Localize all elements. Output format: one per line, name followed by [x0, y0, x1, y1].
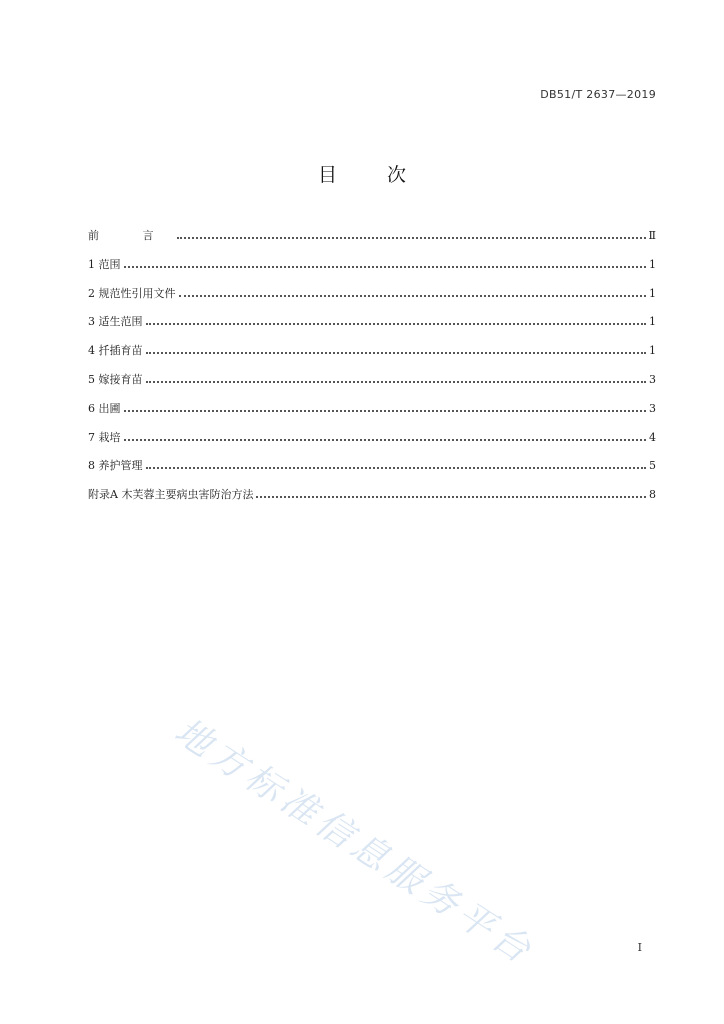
toc-item-suitable-range[interactable] — [88, 309, 656, 338]
toc-item-foreword[interactable] — [88, 223, 656, 252]
toc-leader-dots — [256, 482, 646, 498]
toc-item-grafting-propagation[interactable] — [88, 367, 656, 396]
table-of-contents — [88, 223, 656, 511]
toc-item-label: 附录A 木芙蓉主要病虫害防治方法 — [88, 488, 254, 502]
toc-item-page: 3 — [649, 401, 656, 415]
watermark: 地方标准信息服务平台 — [167, 710, 542, 974]
toc-item-page: 3 — [649, 372, 656, 386]
toc-item-label: 6 出圃 — [88, 401, 121, 415]
toc-leader-dots — [124, 425, 647, 441]
toc-item-cutting-propagation[interactable] — [88, 338, 656, 367]
toc-item-appendix-a[interactable] — [88, 482, 656, 511]
toc-leader-dots — [177, 223, 646, 239]
page-title: 目 次 — [317, 164, 429, 186]
toc-item-label: 5 嫁接育苗 — [88, 372, 143, 386]
toc-item-cultivation[interactable] — [88, 425, 656, 454]
toc-item-scope[interactable] — [88, 252, 656, 281]
toc-item-maintenance[interactable] — [88, 453, 656, 482]
toc-item-page: Ⅱ — [648, 229, 656, 242]
toc-item-page: 1 — [649, 344, 656, 358]
toc-leader-dots — [124, 252, 647, 268]
toc-item-label: 前 言 — [88, 229, 174, 242]
toc-item-page: 4 — [649, 430, 656, 444]
toc-item-label: 8 养护管理 — [88, 459, 143, 473]
toc-leader-dots — [146, 453, 647, 469]
standard-code: DB51/T 2637—2019 — [540, 88, 656, 101]
toc-item-page: 1 — [649, 286, 656, 300]
toc-item-page: 1 — [649, 315, 656, 329]
toc-item-label: 1 范围 — [88, 257, 121, 271]
toc-leader-dots — [179, 281, 647, 297]
toc-item-page: 1 — [649, 257, 656, 271]
toc-leader-dots — [124, 396, 647, 412]
toc-item-normative-references[interactable] — [88, 281, 656, 310]
toc-item-label: 3 适生范围 — [88, 315, 143, 329]
page-number: I — [637, 941, 642, 954]
toc-item-label: 7 栽培 — [88, 430, 121, 444]
toc-item-label: 2 规范性引用文件 — [88, 286, 176, 300]
toc-item-page: 8 — [649, 488, 656, 502]
toc-item-page: 5 — [649, 459, 656, 473]
toc-item-label: 4 扦插育苗 — [88, 344, 143, 358]
toc-item-nursery-out[interactable] — [88, 396, 656, 425]
toc-leader-dots — [146, 367, 647, 383]
toc-leader-dots — [146, 309, 647, 325]
toc-leader-dots — [146, 338, 647, 354]
